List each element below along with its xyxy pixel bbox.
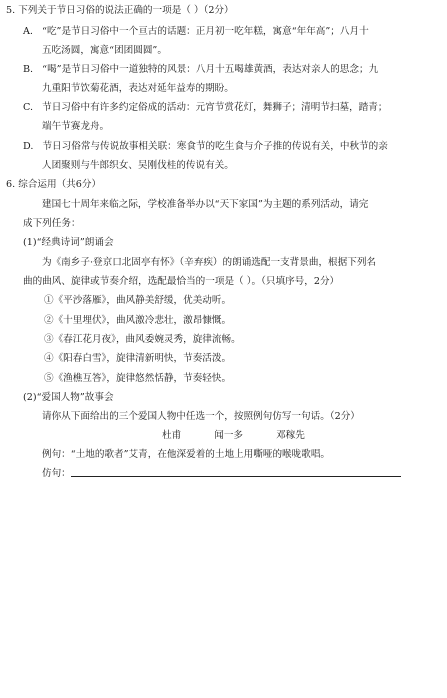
example-sentence: 例句：“土地的歌者”艾青，在他深爱着的土地上用嘶哑的喉咙歌唱。 <box>42 449 331 460</box>
q5-option-c-cont: 端午节赛龙舟。 <box>42 121 110 132</box>
music-option: ④《阳春白雪》，旋律清新明快，节奏活泼。 <box>44 353 232 364</box>
q5-option-a-cont: 五吃汤圆，寓意“团团圆圆”。 <box>42 45 167 56</box>
q5-stem: 5. 下列关于节日习俗的说法正确的一项是（ ）（2分） <box>6 5 234 16</box>
q5-option-a: A. “吃”是节日习俗中一个亘古的话题：正月初一吃年糕，寓意“年年高”；八月十 <box>23 26 369 37</box>
q5-option-b: B. “喝”是节日习俗中一道独特的风景：八月十五喝雄黄酒，表达对亲人的思念；九 <box>23 64 379 75</box>
music-option: ②《十里埋伏》，曲风激冷悲壮，激昂慷慨。 <box>44 315 232 326</box>
q6-part1-desc-cont: 曲的曲风、旋律或节奏介绍，选配最恰当的一项是（ ）。（只填序号，2分） <box>23 276 340 287</box>
q6-part2-desc: 请你从下面给出的三个爱国人物中任选一个，按照例句仿写一句话。（2分） <box>42 411 360 422</box>
q6-intro-cont: 成下列任务： <box>23 218 81 229</box>
music-option: ⑤《渔樵互答》，旋律悠然恬静，节奏轻快。 <box>44 373 232 384</box>
imitate-answer-blank[interactable] <box>71 465 401 477</box>
imitate-line: 仿句： <box>42 464 401 483</box>
q6-part1-desc: 为《南乡子·登京口北固亭有怀》（辛弃疾）的朗诵选配一支背景曲，根据下列名 <box>42 257 377 268</box>
q6-part2-title: (2)“爱国人物”故事会 <box>23 392 114 403</box>
q6-intro: 建国七十周年来临之际，学校准备举办以“天下家国”为主题的系列活动，请完 <box>42 199 369 210</box>
name-wenyiduo: 闻一多 <box>214 430 244 441</box>
name-dengjiaxian: 邓稼先 <box>276 430 305 441</box>
music-option: ①《平沙落雁》，曲风静美舒缓，优美动听。 <box>44 295 232 306</box>
candidate-names <box>162 426 335 445</box>
music-option: ③《春江花月夜》，曲风委婉灵秀，旋律流畅。 <box>44 334 241 345</box>
q6-stem: 6. 综合运用（共6分） <box>6 179 102 190</box>
q6-part1-title: (1)“经典诗词”朗诵会 <box>23 237 114 248</box>
q5-option-d: D. 节日习俗常与传说故事相关联：寒食节的吃生食与介子推的传说有关，中秋节的亲 <box>23 141 388 152</box>
q5-option-c: C. 节日习俗中有许多约定俗成的活动：元宵节赏花灯，舞狮子；清明节扫墓，踏青； <box>23 102 388 113</box>
name-dufu: 杜甫 <box>162 430 182 441</box>
q5-option-d-cont: 人团聚则与牛郎织女、吴刚伐桂的传说有关。 <box>42 160 234 171</box>
q5-option-b-cont: 九重阳节饮菊花酒，表达对延年益寿的期盼。 <box>42 83 234 94</box>
